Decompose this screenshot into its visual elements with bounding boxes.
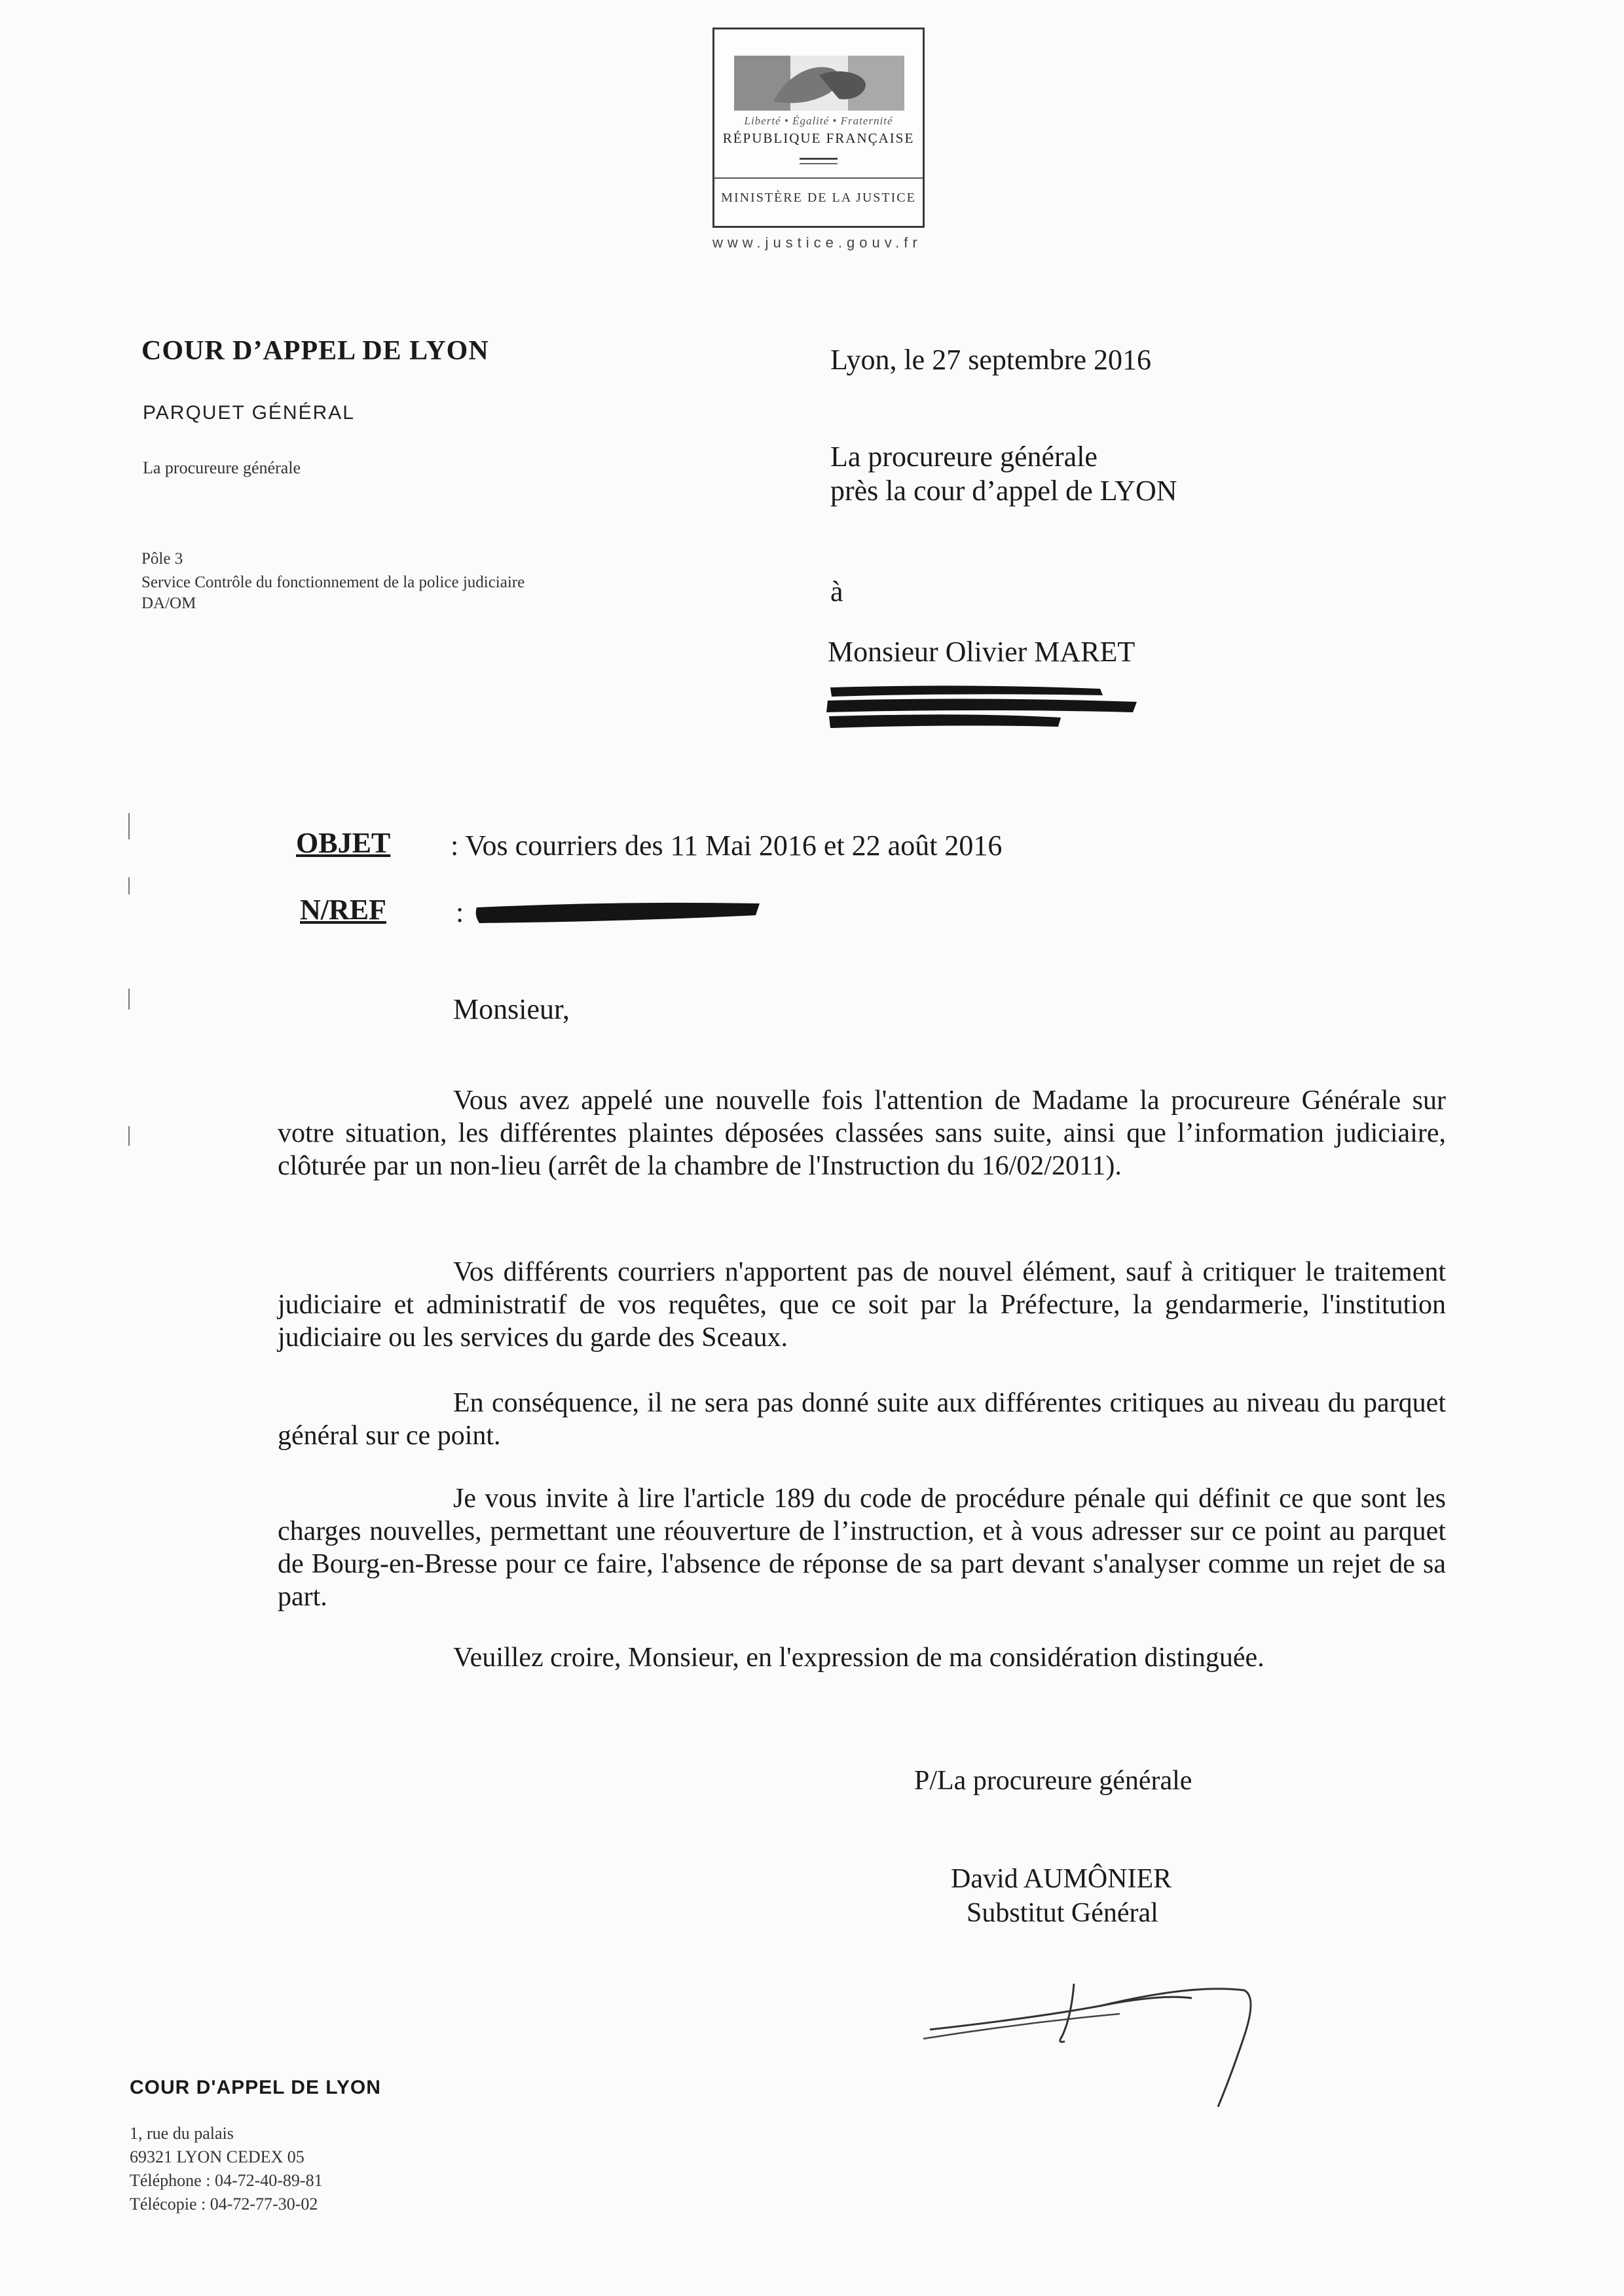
pole-label: Pôle 3 bbox=[141, 550, 183, 568]
scan-mark bbox=[128, 1126, 130, 1146]
footer-address-line-1: 1, rue du palais bbox=[130, 2124, 234, 2143]
logo-republique: RÉPUBLIQUE FRANÇAISE bbox=[722, 130, 915, 146]
footer-address-line-2: 69321 LYON CEDEX 05 bbox=[130, 2147, 304, 2166]
body-paragraph: Vos différents courriers n'apportent pas de nouvel élément, sauf à critiquer le traitement judiciaire et administratif de vos requêtes, que ce soit par la Préfecture, la gendarmerie, l'institution judiciaire ou les services du garde des Sceaux. bbox=[278, 1257, 1446, 1353]
redacted-reference bbox=[474, 893, 762, 932]
reference-label: N/REF bbox=[300, 894, 386, 926]
scan-mark bbox=[128, 877, 130, 894]
issuer-label: La procureure générale bbox=[143, 458, 301, 477]
signatory-name: David AUMÔNIER bbox=[951, 1864, 1172, 1894]
logo-motto: Liberté • Égalité • Fraternité bbox=[744, 115, 893, 127]
logo-divider-short bbox=[800, 158, 838, 160]
signatory-title: Substitut Général bbox=[967, 1898, 1158, 1928]
scan-mark bbox=[128, 813, 130, 839]
logo-divider bbox=[714, 177, 923, 179]
court-title: COUR D’APPEL DE LYON bbox=[141, 336, 489, 366]
ministry-logo bbox=[712, 27, 925, 228]
footer-telephone: Téléphone : 04-72-40-89-81 bbox=[130, 2171, 323, 2190]
body-paragraph: En conséquence, il ne sera pas donné suite aux différentes critiques au niveau du parquet général sur ce point. bbox=[278, 1388, 1446, 1451]
salutation: Monsieur, bbox=[453, 993, 570, 1025]
body-paragraph: Je vous invite à lire l'article 189 du code de procédure pénale qui définit ce que sont les charges nouvelles, permettant une réouverture de l’instruction, et à vous adresser sur ce point au parquet de Bourg-en-Bresse pour ce faire, l'absence de réponse de sa part devant s'analyser comme un rejet de sa part. bbox=[278, 1484, 1446, 1612]
internal-reference: DA/OM bbox=[141, 594, 196, 612]
department-name: PARQUET GÉNÉRAL bbox=[143, 402, 355, 424]
signature-prefix: P/La procureure générale bbox=[914, 1766, 1192, 1796]
marianne-emblem-icon bbox=[734, 56, 904, 111]
subject-label: OBJET bbox=[296, 827, 391, 859]
recipient-name: Monsieur Olivier MARET bbox=[828, 636, 1135, 668]
logo-divider-short-2 bbox=[800, 163, 838, 164]
logo-ministere: MINISTÈRE DE LA JUSTICE bbox=[721, 191, 916, 205]
handwritten-signature bbox=[917, 1958, 1283, 2115]
letter-date: Lyon, le 27 septembre 2016 bbox=[830, 344, 1152, 376]
reference-colon: : bbox=[456, 896, 464, 928]
ministry-website: www.justice.gouv.fr bbox=[712, 234, 922, 251]
sender-line-1: La procureure générale bbox=[830, 441, 1098, 473]
closing-formula: Veuillez croire, Monsieur, en l'expression de ma considération distinguée. bbox=[453, 1643, 1264, 1673]
footer-telecopie: Télécopie : 04-72-77-30-02 bbox=[130, 2195, 318, 2214]
body-paragraph: Vous avez appelé une nouvelle fois l'attention de Madame la procureure Générale sur votre situation, les différentes plaintes déposées classées sans suite, ainsi que l’information judiciaire, clôturée par un non-lieu (arrêt de la chambre de l'Instruction du 16/02/2011). bbox=[278, 1085, 1446, 1181]
redacted-address bbox=[825, 682, 1139, 729]
scan-mark bbox=[128, 989, 130, 1010]
service-label: Service Contrôle du fonctionnement de la police judiciaire bbox=[141, 574, 525, 591]
subject-value: : Vos courriers des 11 Mai 2016 et 22 août 2016 bbox=[451, 829, 1003, 862]
sender-line-2: près la cour d’appel de LYON bbox=[830, 475, 1177, 507]
footer-court-title: COUR D'APPEL DE LYON bbox=[130, 2077, 381, 2098]
addressee-preposition: à bbox=[830, 575, 843, 608]
